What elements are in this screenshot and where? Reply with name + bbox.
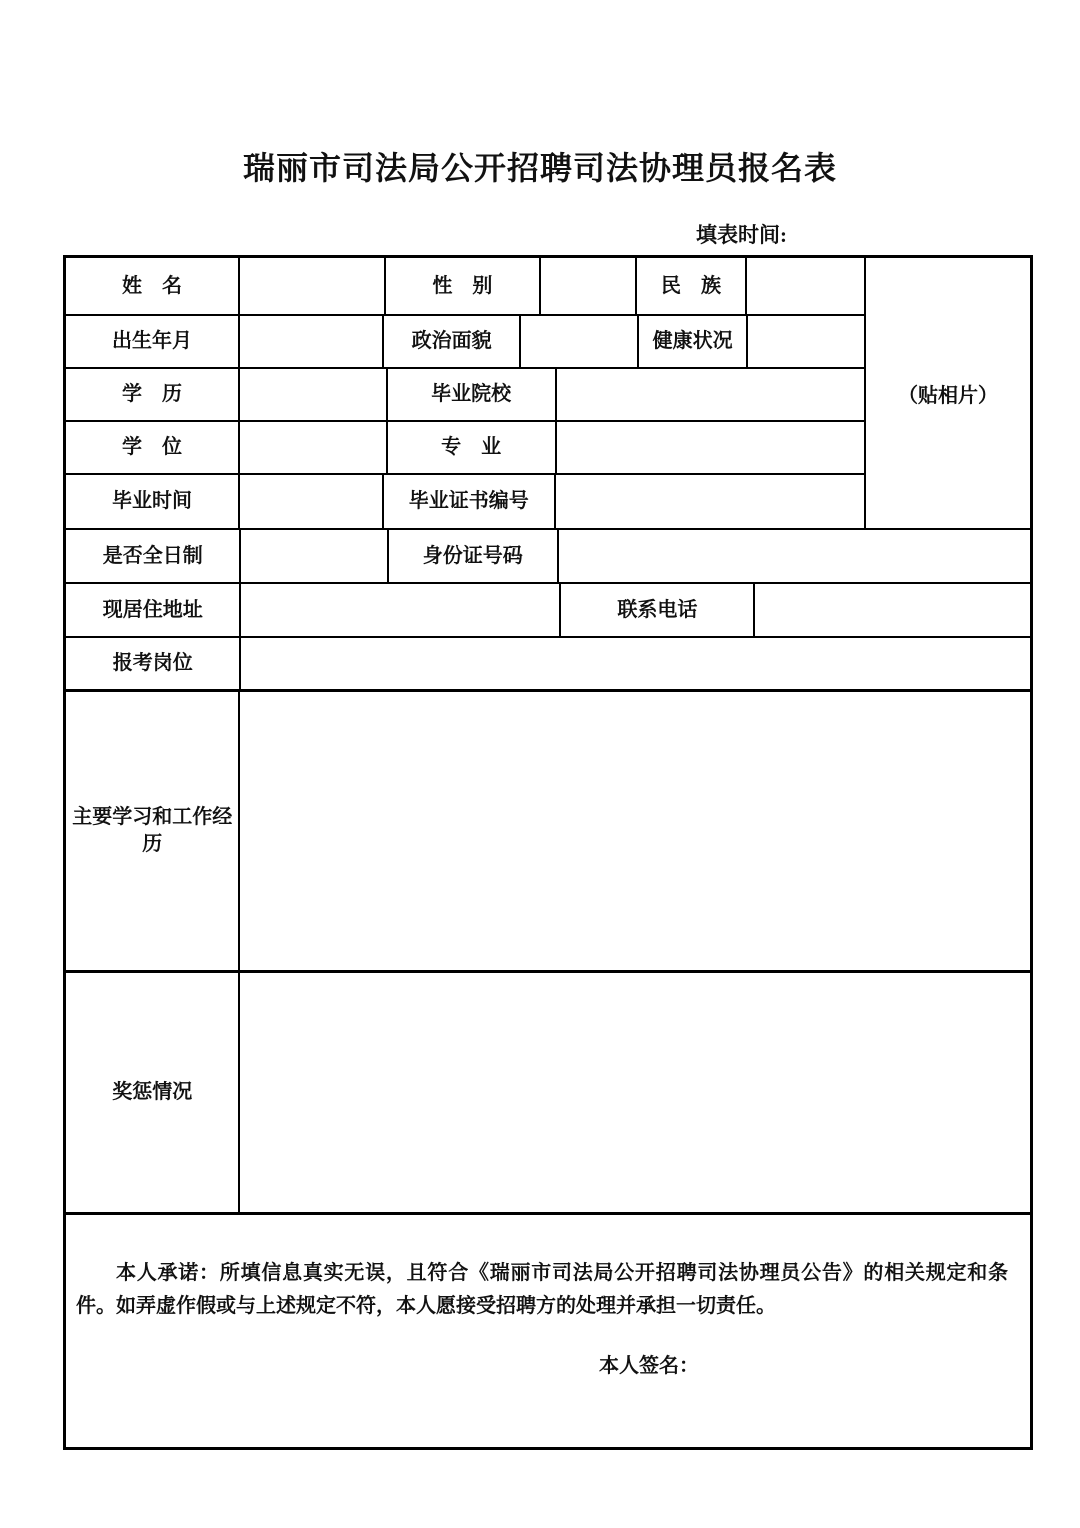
degree-label: 学 位: [66, 422, 240, 473]
diploma-no-label: 毕业证书编号: [384, 475, 556, 528]
major-field[interactable]: [557, 422, 864, 473]
ethnicity-field[interactable]: [747, 258, 864, 314]
address-label: 现居住地址: [66, 584, 241, 636]
position-field[interactable]: [241, 638, 1030, 689]
phone-field[interactable]: [755, 584, 1030, 636]
rewards-field[interactable]: [240, 973, 1030, 1212]
rewards-label: 奖惩情况: [66, 973, 240, 1212]
address-field[interactable]: [241, 584, 561, 636]
political-status-label: 政治面貌: [384, 316, 520, 367]
degree-field[interactable]: [240, 422, 388, 473]
name-field[interactable]: [240, 258, 386, 314]
photo-paste-area[interactable]: （贴相片）: [864, 258, 1030, 528]
row-experience: [66, 692, 1030, 973]
phone-label: 联系电话: [561, 584, 755, 636]
graduation-date-field[interactable]: [240, 475, 384, 528]
experience-label: 主要学习和工作经历: [66, 692, 240, 970]
id-number-label: 身份证号码: [389, 530, 559, 582]
row-rewards: [66, 973, 1030, 1215]
ethnicity-label: 民 族: [637, 258, 746, 314]
graduation-date-label: 毕业时间: [66, 475, 240, 528]
gender-label: 性 别: [386, 258, 541, 314]
full-time-label: 是否全日制: [66, 530, 241, 582]
political-status-field[interactable]: [521, 316, 639, 367]
fill-time-label: 填表时间:: [696, 223, 787, 247]
health-field[interactable]: [748, 316, 864, 367]
major-label: 专 业: [388, 422, 557, 473]
birth-date-field[interactable]: [240, 316, 384, 367]
row-name-gender-ethnicity: [66, 258, 864, 316]
graduate-school-field[interactable]: [557, 369, 864, 420]
education-field[interactable]: [240, 369, 388, 420]
education-label: 学 历: [66, 369, 240, 420]
declaration-text: 本人承诺：所填信息真实无误，且符合《瑞丽市司法局公开招聘司法协理员公告》的相关规定和条件。如弄虚作假或与上述规定不符，本人愿接受招聘方的处理并承担一切责任。: [76, 1262, 1008, 1317]
row-fulltime-id: [66, 530, 1030, 584]
page-title: 瑞丽市司法局公开招聘司法协理员报名表: [242, 150, 837, 186]
gender-field[interactable]: [541, 258, 638, 314]
application-form-table: [63, 255, 1033, 1450]
row-birth-political-health: [66, 316, 864, 369]
signature-label: 本人签名：: [599, 1355, 699, 1377]
row-degree-major: [66, 422, 864, 475]
row-position: [66, 638, 1030, 692]
full-time-field[interactable]: [241, 530, 388, 582]
row-education-school: [66, 369, 864, 422]
row-declaration: [66, 1215, 1030, 1447]
row-address-phone: [66, 584, 1030, 638]
experience-field[interactable]: [240, 692, 1030, 970]
fill-time-row: [63, 189, 1033, 255]
diploma-no-field[interactable]: [556, 475, 864, 528]
id-number-field[interactable]: [559, 530, 1030, 582]
birth-date-label: 出生年月: [66, 316, 240, 367]
row-graduation-diploma: [66, 475, 864, 528]
position-label: 报考岗位: [66, 638, 241, 689]
graduate-school-label: 毕业院校: [388, 369, 557, 420]
name-label: 姓 名: [66, 258, 240, 314]
signature-row: [66, 1349, 1030, 1378]
health-label: 健康状况: [639, 316, 748, 367]
personal-info-section: [66, 258, 1030, 530]
